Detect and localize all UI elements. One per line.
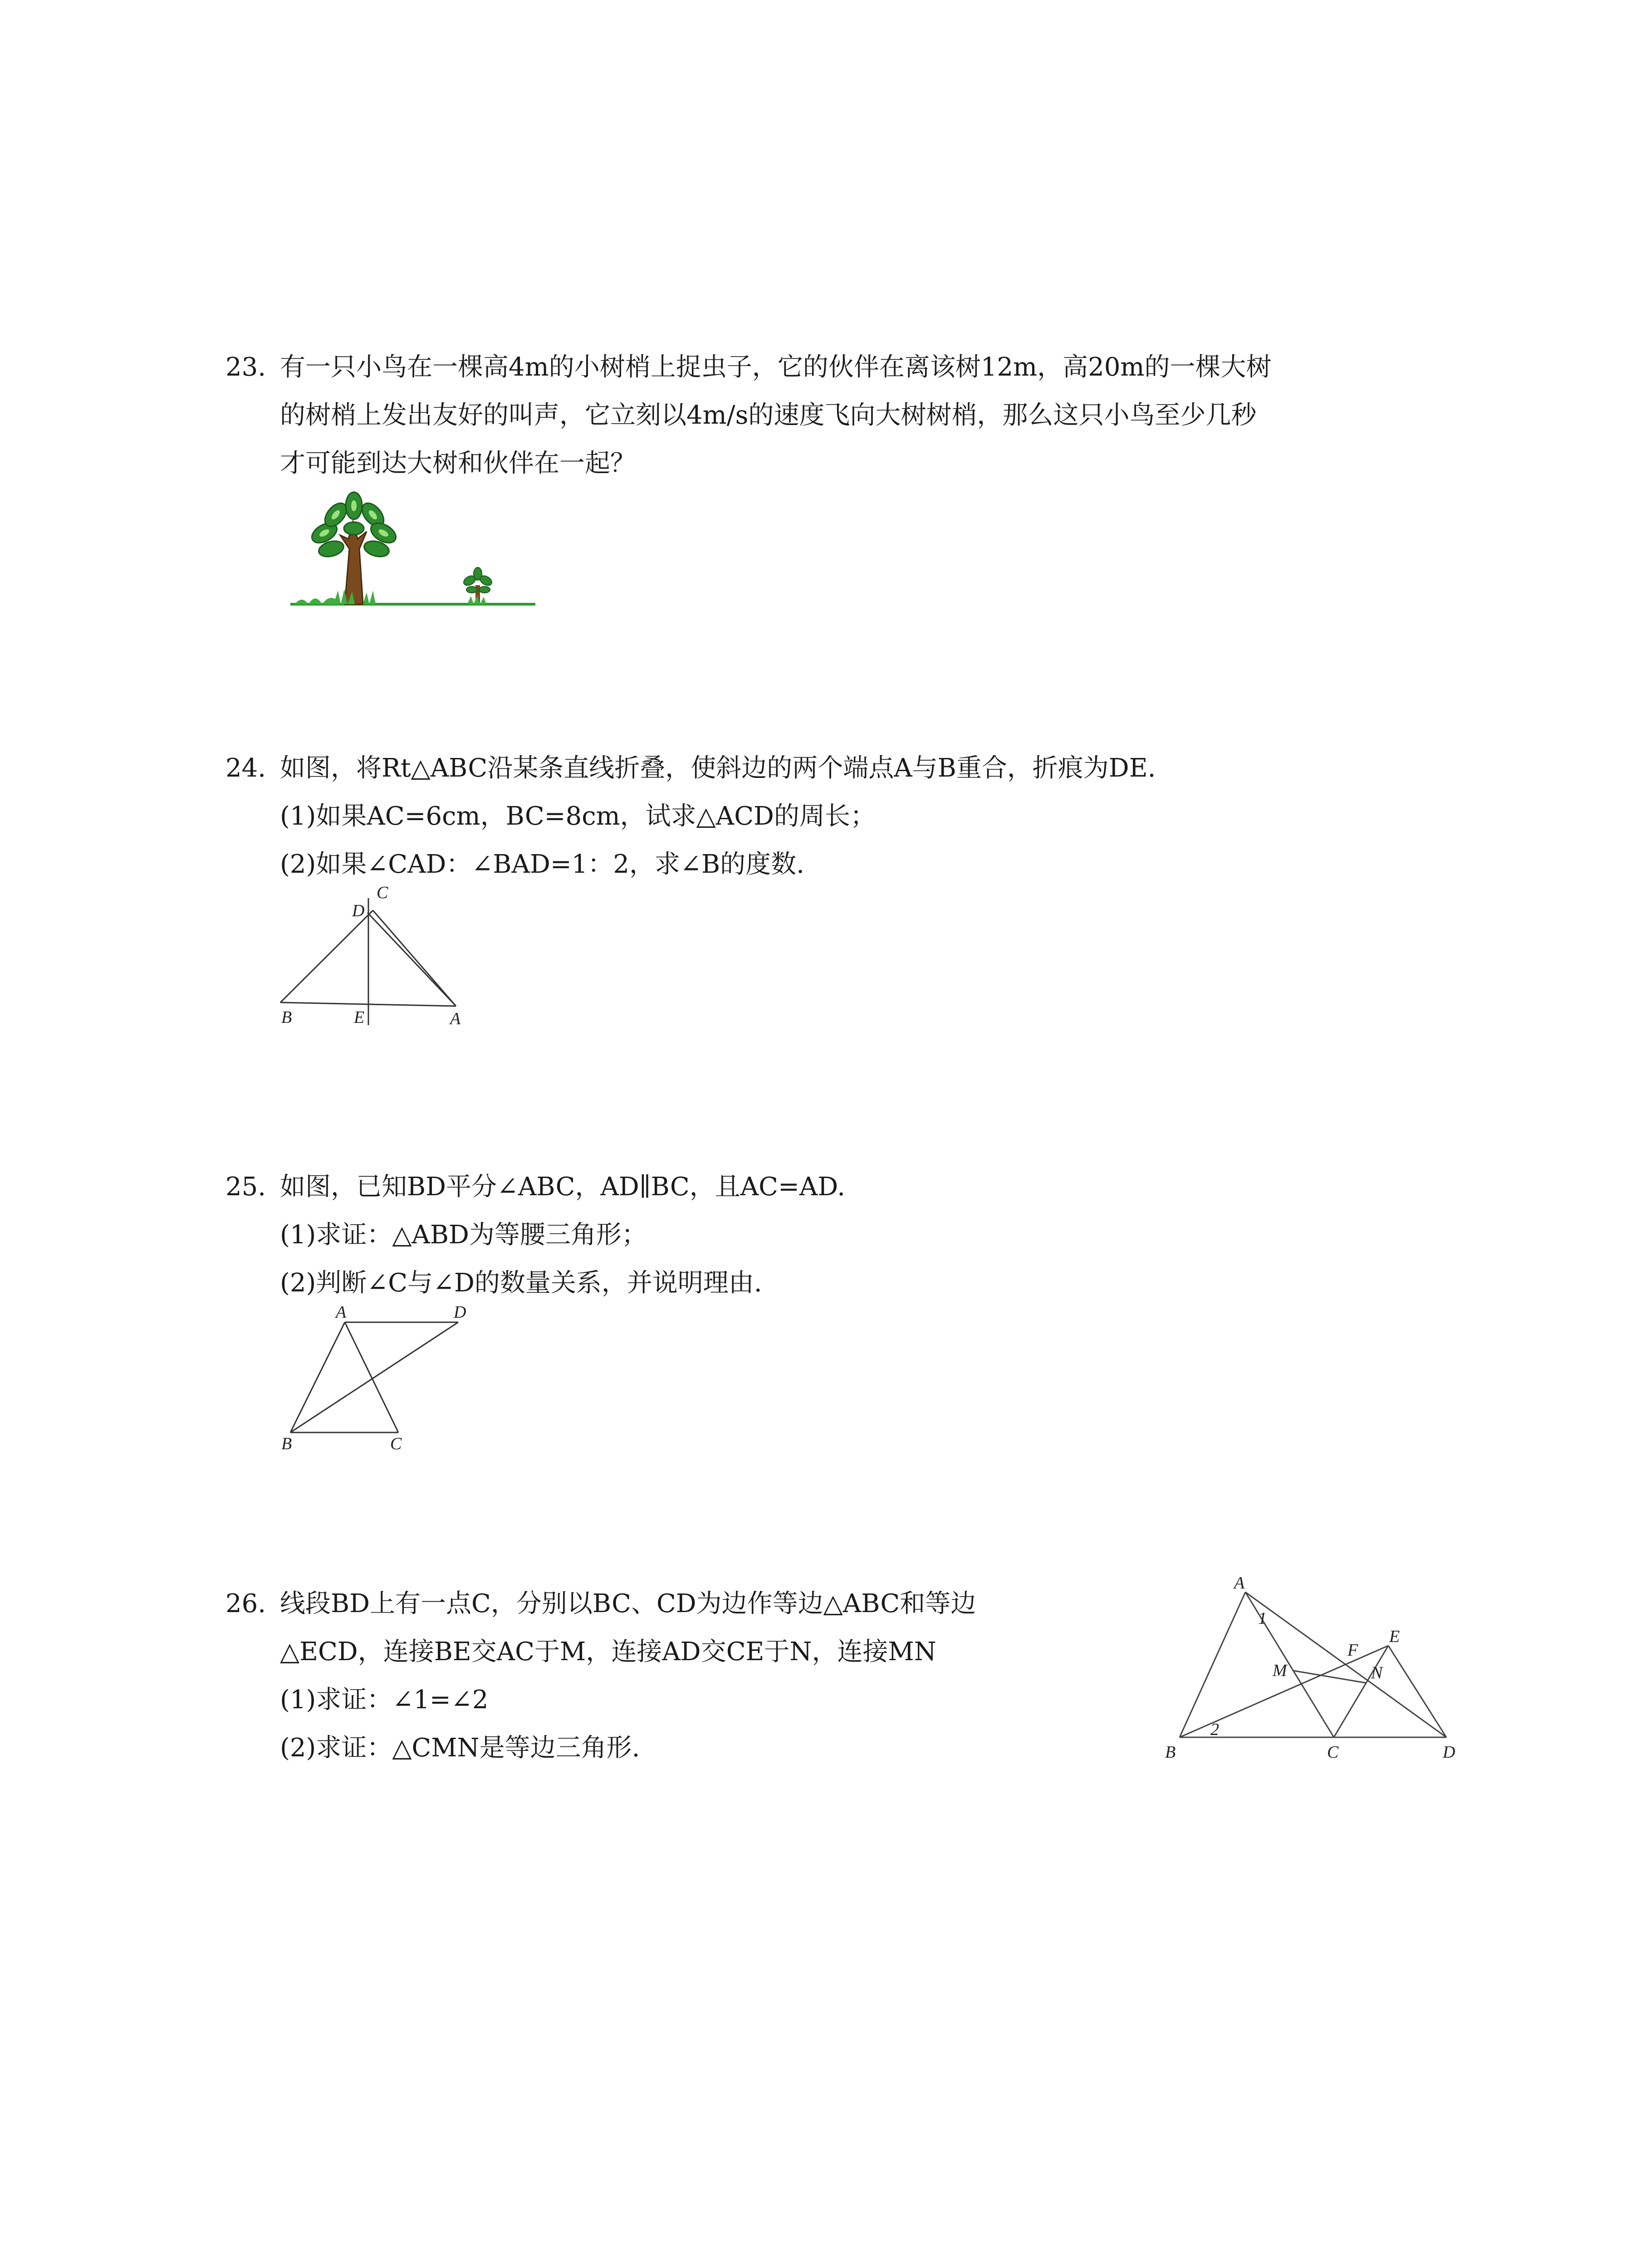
question-text-line: (1)如果AC=6cm，BC=8cm，试求△ACD的周长； <box>280 802 876 831</box>
trees-illustration <box>286 490 540 612</box>
label-m: M <box>1273 1661 1287 1680</box>
question-text-line: 如图，已知BD平分∠ABC，AD∥BC，且AC=AD. <box>280 1172 846 1202</box>
question-text-line: (1)求证：∠1=∠2 <box>280 1685 489 1715</box>
question-number: 25. <box>225 1172 266 1202</box>
label-d: D <box>1443 1743 1455 1762</box>
question-text-line: (2)求证：△CMN是等边三角形. <box>280 1733 640 1763</box>
label-n: N <box>1371 1663 1383 1682</box>
label-c: C <box>1327 1743 1339 1762</box>
question-text-line: (1)求证：△ABD为等腰三角形； <box>280 1220 647 1250</box>
question-text-line: 线段BD上有一点C，分别以BC、CD为边作等边△ABC和等边 <box>280 1589 976 1618</box>
question-text-line: 的树梢上发出友好的叫声，它立刻以4m/s的速度飞向大树树梢，那么这只小鸟至少几秒 <box>280 401 1257 430</box>
label-c: C <box>377 883 388 902</box>
equilateral-triangles-figure <box>1152 1574 1470 1765</box>
label-b: B <box>281 1008 292 1027</box>
question-text-line: 有一只小鸟在一棵高4m的小树梢上捉虫子，它的伙伴在离该树12m，高20m的一棵大树 <box>280 352 1272 382</box>
question-text-line: 才可能到达大树和伙伴在一起？ <box>280 449 636 478</box>
question-number: 24. <box>225 753 266 783</box>
label-b: B <box>1165 1743 1176 1762</box>
label-angle-2: 2 <box>1210 1720 1219 1739</box>
label-f: F <box>1347 1641 1358 1660</box>
label-d: D <box>352 901 365 920</box>
triangle-fold-figure <box>263 880 476 1034</box>
label-a: A <box>450 1009 461 1028</box>
label-b: B <box>281 1434 292 1453</box>
question-number: 23. <box>225 352 266 382</box>
label-d: D <box>454 1303 466 1322</box>
label-a: A <box>336 1303 347 1322</box>
question-text-line: (2)如果∠CAD：∠BAD=1：2，求∠B的度数. <box>280 850 804 879</box>
question-text-line: △ECD，连接BE交AC于M，连接AD交CE于N，连接MN <box>280 1637 936 1667</box>
label-a: A <box>1234 1574 1245 1593</box>
label-c: C <box>390 1434 402 1453</box>
question-text-line: (2)判断∠C与∠D的数量关系，并说明理由. <box>280 1268 762 1298</box>
label-e: E <box>354 1008 365 1027</box>
question-number: 26. <box>225 1589 266 1618</box>
label-angle-1: 1 <box>1258 1609 1267 1628</box>
bisector-figure <box>272 1302 481 1456</box>
label-e: E <box>1389 1627 1400 1646</box>
question-text-line: 如图，将Rt△ABC沿某条直线折叠，使斜边的两个端点A与B重合，折痕为DE. <box>280 753 1156 783</box>
